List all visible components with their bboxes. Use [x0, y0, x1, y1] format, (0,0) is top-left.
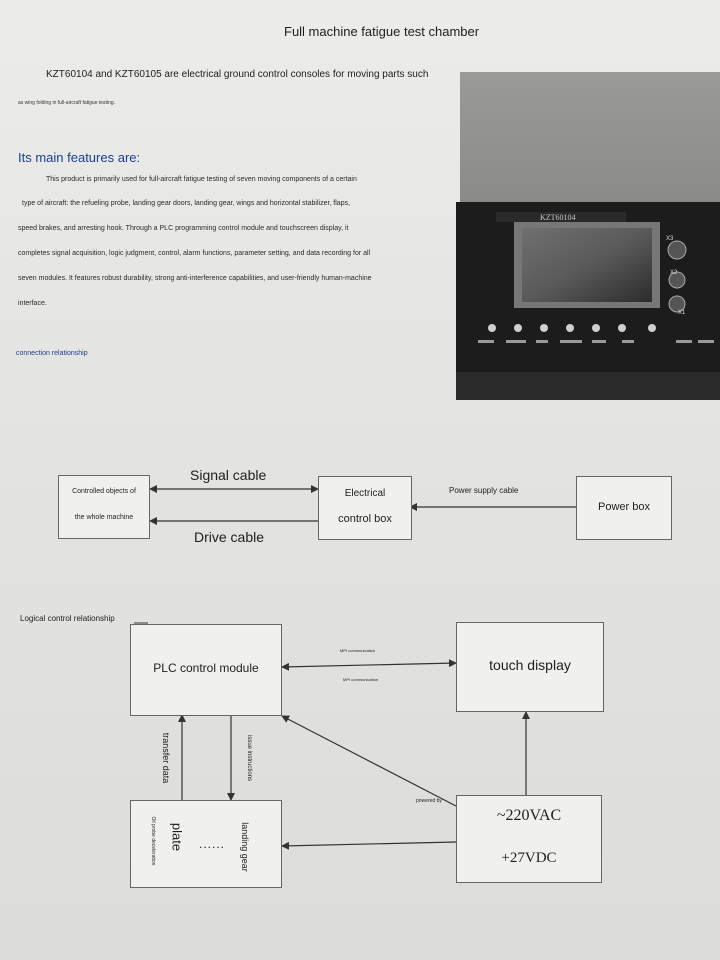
landing-gear-label: landing gear — [240, 822, 250, 872]
plc-label: PLC control module — [153, 661, 259, 675]
paragraph-line: interface. — [18, 300, 47, 307]
dc-voltage-label: +27VDC — [501, 850, 557, 866]
plc-control-module-box — [130, 624, 282, 716]
controlled-objects-box — [58, 475, 150, 539]
mpi-arrow — [282, 663, 456, 667]
knob-label: X3 — [666, 236, 674, 242]
features-heading: Its main features are: — [18, 150, 141, 165]
oil-probe-label: Oil probe deceleration — [150, 816, 156, 866]
paragraph-line: This product is primarily used for full-aircraft fatigue testing of seven moving components of a certain — [46, 176, 357, 183]
intro-line-2: as wing folding in full-aircraft fatigue testing. — [18, 100, 115, 106]
controlled-objects-label: Controlled objects of — [72, 488, 136, 495]
paragraph-line: type of aircraft: the refueling probe, landing gear doors, landing gear, wings and horizontal stabilizer, flaps, — [22, 200, 351, 207]
ac-voltage-label: ~220VAC — [496, 807, 562, 824]
paragraph-line: speed brakes, and arresting hook. Through a PLC programming control module and touchscreen display, it — [18, 225, 349, 232]
issue-instructions-label: issue instructions — [246, 734, 252, 782]
module-group-box — [130, 800, 282, 888]
logic-heading: Logical control relationship — [20, 614, 115, 623]
panel-model-text: KZT60104 — [540, 213, 576, 222]
controlled-objects-label: the whole machine — [74, 514, 134, 521]
knob-label: X2 — [670, 270, 678, 276]
electrical-control-box-label: control box — [338, 513, 392, 525]
signal-cable-label: Signal cable — [190, 467, 267, 483]
power-to-plate-arrow — [282, 842, 456, 846]
paragraph-line: completes signal acquisition, logic judgment, control, alarm functions, parameter setting, and data recording for all — [18, 250, 371, 257]
powered-by-arrow — [282, 716, 456, 806]
page-title: Full machine fatigue test chamber — [284, 24, 480, 39]
drive-cable-label: Drive cable — [194, 529, 265, 545]
power-box — [576, 476, 672, 540]
touch-display-box — [456, 622, 604, 712]
touch-display-label: touch display — [489, 657, 571, 673]
ellipsis-dots: ...... — [199, 837, 226, 851]
transfer-data-label: transfer data — [161, 732, 171, 784]
powered-by-label: powered by — [416, 798, 442, 804]
power-supply-box — [456, 795, 602, 883]
connection-relationship-label: connection relationship — [16, 350, 88, 357]
intro-line-1: KZT60104 and KZT60105 are electrical ground control consoles for moving parts such — [46, 69, 429, 80]
power-supply-cable-label: Power supply cable — [449, 486, 519, 495]
electrical-control-box — [318, 476, 412, 540]
plate-label: plate — [169, 822, 185, 852]
mpi-label: MPI communication — [340, 648, 376, 653]
power-box-label: Power box — [598, 501, 650, 513]
paragraph-line: seven modules. It features robust durability, strong anti-interference capabilities, and user-friendly human-machine — [18, 275, 372, 282]
electrical-control-box-label: Electrical — [344, 488, 386, 499]
mpi-label: MPI communication — [343, 677, 379, 682]
knob-label: X1 — [678, 310, 686, 316]
